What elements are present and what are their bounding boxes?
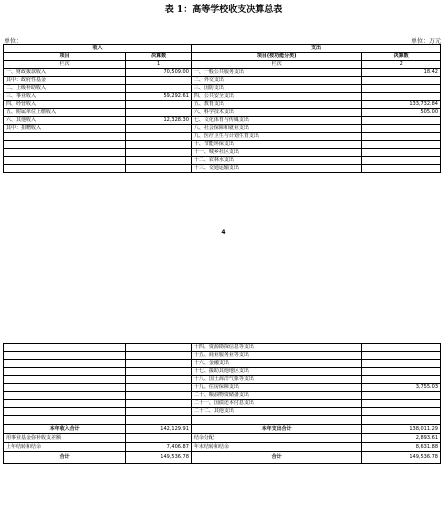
income-column-no-label: 栏次 [4, 61, 126, 69]
table-row [4, 109, 441, 117]
income-item: 其中：政府性基金 [4, 77, 126, 85]
expense-column-no: 2 [362, 61, 441, 69]
expense-value [362, 408, 441, 416]
income-item-empty [4, 344, 126, 352]
expense-item: 十五、商业服务业等支出 [191, 352, 361, 360]
year-end-carryover-value: 8,631.88 [362, 443, 441, 452]
expense-item: 四、公共安全支出 [191, 93, 361, 101]
table-row [4, 384, 441, 392]
income-value [126, 165, 192, 173]
income-item: 六、其他收入 [4, 117, 126, 125]
table-row [4, 400, 441, 408]
income-total-value: 142,129.91 [126, 425, 192, 434]
income-value-empty [126, 368, 192, 376]
surplus-distribution-label: 结余分配 [191, 434, 361, 443]
table-row [4, 133, 441, 141]
surplus-distribution-value: 2,893.61 [362, 434, 441, 443]
income-item-empty [4, 384, 126, 392]
income-item: 四、经营收入 [4, 101, 126, 109]
income-item [4, 133, 126, 141]
income-item: 其中：捐赠收入 [4, 125, 126, 133]
expense-value [362, 400, 441, 408]
table-cell [191, 416, 361, 425]
expense-item: 二十、粮油物资储备支出 [191, 392, 361, 400]
table-row [4, 368, 441, 376]
year-end-carryover-label: 年末结转和结余 [191, 443, 361, 452]
summary-table-page-2 [3, 343, 441, 464]
income-item-empty [4, 392, 126, 400]
grand-total-label-expense: 合计 [191, 452, 361, 464]
expense-value [362, 133, 441, 141]
table-row [4, 101, 441, 109]
expense-value [362, 149, 441, 157]
income-value-empty [126, 400, 192, 408]
table-row [4, 85, 441, 93]
income-value-empty [126, 360, 192, 368]
table-cell [362, 416, 441, 425]
income-item: 五、附属单位上缴收入 [4, 109, 126, 117]
expense-column-no-label: 栏次 [191, 61, 361, 69]
expense-item: 六、科学技术支出 [191, 109, 361, 117]
income-value [126, 109, 192, 117]
income-total-label: 本年收入合计 [4, 425, 126, 434]
table-row [4, 93, 441, 101]
expense-total-value: 138,011.29 [362, 425, 441, 434]
income-item [4, 165, 126, 173]
expense-item: 十九、住房保障支出 [191, 384, 361, 392]
expense-item: 十四、资源勘探信息等支出 [191, 344, 361, 352]
expense-value [362, 392, 441, 400]
table-row [4, 352, 441, 360]
income-item: 一、财政拨款收入 [4, 69, 126, 77]
income-value: 59,292.61 [126, 93, 192, 101]
expense-item: 七、文化体育与传媒支出 [191, 117, 361, 125]
income-value-empty [126, 392, 192, 400]
table-row [4, 392, 441, 400]
expense-item: 八、社会保障和就业支出 [191, 125, 361, 133]
table-cell [4, 416, 126, 425]
income-header: 收入 [4, 45, 192, 53]
grand-total-income: 149,536.78 [126, 452, 192, 464]
income-item: 三、事业收入 [4, 93, 126, 101]
table-row [4, 69, 441, 77]
income-item [4, 157, 126, 165]
income-item: 二、上级补助收入 [4, 85, 126, 93]
expense-item: 十、节能环保支出 [191, 141, 361, 149]
expense-value [362, 376, 441, 384]
income-value-empty [126, 376, 192, 384]
expense-item: 二、外交支出 [191, 77, 361, 85]
income-item-empty [4, 368, 126, 376]
expense-item-header: 项目(按功能分类) [191, 53, 361, 61]
expense-item: 三、国防支出 [191, 85, 361, 93]
income-item-empty [4, 352, 126, 360]
income-value-empty [126, 408, 192, 416]
expense-item: 五、教育支出 [191, 101, 361, 109]
income-amount-header: 决算数 [126, 53, 192, 61]
expense-item: 一、一般公共服务支出 [191, 69, 361, 77]
income-value [126, 101, 192, 109]
income-item-header: 项目 [4, 53, 126, 61]
income-value-empty [126, 384, 192, 392]
prior-year-carryover-value: 7,406.87 [126, 443, 192, 452]
page-number: 4 [221, 229, 226, 236]
expense-value [362, 77, 441, 85]
income-item-empty [4, 360, 126, 368]
income-value: 70,509.00 [126, 69, 192, 77]
expense-value [362, 157, 441, 165]
income-value-empty [126, 352, 192, 360]
unit-label-left: 单位： [4, 38, 23, 45]
table-row [4, 125, 441, 133]
table-row [4, 77, 441, 85]
summary-table-page-1 [3, 44, 441, 173]
table-row [4, 376, 441, 384]
expense-value [362, 93, 441, 101]
fund-subsidy-label: 用事业基金弥补收支差额 [4, 434, 126, 443]
grand-total-expense: 149,536.78 [362, 452, 441, 464]
income-value [126, 141, 192, 149]
expense-value [362, 141, 441, 149]
table-cell [126, 416, 192, 425]
income-value [126, 149, 192, 157]
income-item [4, 141, 126, 149]
fund-subsidy-value [126, 434, 192, 443]
expense-value: 3,755.03 [362, 384, 441, 392]
unit-label-right: 单位：万元 [410, 38, 441, 45]
prior-year-carryover-label: 上年结转和结余 [4, 443, 126, 452]
expense-value: 18.42 [362, 69, 441, 77]
expense-item: 二十二、其他支出 [191, 408, 361, 416]
expense-value: 133,732.84 [362, 101, 441, 109]
expense-item: 二十一、国债还本付息支出 [191, 400, 361, 408]
expense-value [362, 360, 441, 368]
table-row [4, 149, 441, 157]
expense-amount-header: 决算数 [362, 53, 441, 61]
expense-value: 505.00 [362, 109, 441, 117]
expense-item: 十二、农林水支出 [191, 157, 361, 165]
table-row [4, 157, 441, 165]
expense-header: 支出 [191, 45, 440, 53]
grand-total-label-income: 合计 [4, 452, 126, 464]
table-row [4, 141, 441, 149]
expense-value [362, 352, 441, 360]
income-item [4, 149, 126, 157]
expense-item: 十三、交通运输支出 [191, 165, 361, 173]
expense-value [362, 165, 441, 173]
table-row [4, 408, 441, 416]
income-value: 12,328.30 [126, 117, 192, 125]
expense-value [362, 125, 441, 133]
income-value [126, 125, 192, 133]
income-value-empty [126, 344, 192, 352]
expense-item: 九、医疗卫生与计划生育支出 [191, 133, 361, 141]
income-column-no: 1 [126, 61, 192, 69]
income-item-empty [4, 400, 126, 408]
table-row [4, 165, 441, 173]
expense-item: 十六、金融支出 [191, 360, 361, 368]
income-value [126, 85, 192, 93]
expense-item: 十八、国土海洋气象等支出 [191, 376, 361, 384]
income-item-empty [4, 376, 126, 384]
income-value [126, 157, 192, 165]
income-item-empty [4, 408, 126, 416]
income-value [126, 77, 192, 85]
table-row [4, 360, 441, 368]
expense-value [362, 368, 441, 376]
expense-item: 十一、城乡社区支出 [191, 149, 361, 157]
expense-value [362, 117, 441, 125]
expense-value [362, 344, 441, 352]
table-row [4, 344, 441, 352]
report-title: 表 1：高等学校收支决算总表 [164, 5, 283, 15]
expense-value [362, 85, 441, 93]
expense-total-label: 本年支出合计 [191, 425, 361, 434]
expense-item: 十七、援助其他地区支出 [191, 368, 361, 376]
income-value [126, 133, 192, 141]
table-row [4, 117, 441, 125]
